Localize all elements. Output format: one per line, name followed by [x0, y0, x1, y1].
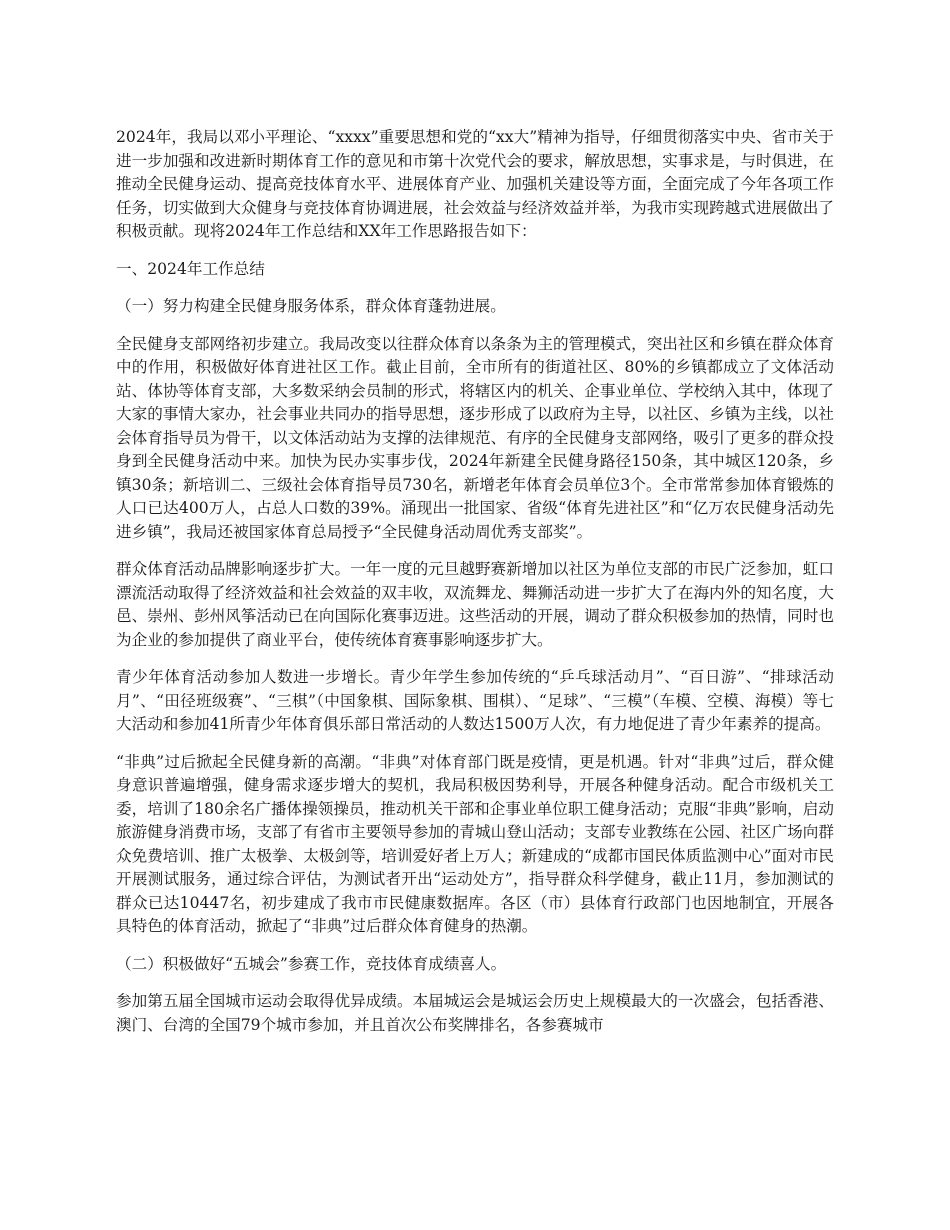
paragraph-city-games: 参加第五届全国城市运动会取得优异成绩。本届城运会是城运会历史上规模最大的一次盛会，包括香港、澳门、台湾的全国79个城市参加，并且首次公布奖牌排名，各参赛城市 — [116, 992, 834, 1034]
subsection-heading-2: （二）积极做好“五城会”参赛工作，竞技体育成绩喜人。 — [116, 954, 507, 973]
paragraph-post-sars: “非典”过后掀起全民健身新的高潮。“非典”对体育部门既是疫情，更是机遇。针对“非典”过后，群众健身意识普遍增强，健身需求逐步增大的契机，我局积极因势利导，开展各种健身活动。配合市级机关工委，培训了180余名广播体操领操员，推动机关干部和企事业单位职工健身活动；克服“非典”影响，启动旅游健身消费市场，支部了有省市主要领导参加的青城山登山活动；支部专业教练在公园、社区广场向群众免费培训、推广太极拳、太极剑等，培训爱好者上万人；新建成的“成都市国民体质监测中心”面对市民开展测试服务，通过综合评估，为测试者开出“运动处方”，指导群众科学健身，截止11月，参加测试的群众已达10447名，初步建成了我市市民健康数据库。各区（市）县体育行政部门也因地制宜，开展各具特色的体育活动，掀起了“非典”过后群众体育健身的热潮。 — [116, 752, 834, 935]
subsection-heading-1: （一）努力构建全民健身服务体系，群众体育蓬勃进展。 — [116, 297, 506, 315]
paragraph-fitness-network: 全民健身支部网络初步建立。我局改变以往群众体育以条条为主的管理模式，突出社区和乡镇在群众体育中的作用，积极做好体育进社区工作。截止目前，全市所有的街道社区、80%的乡镇都成立了文体活动站、体协等体育支部，大多数采纳会员制的形式，将辖区内的机关、企事业单位、学校纳入其中，体现了大家的事情大家办，社会事业共同办的指导思想，逐步形成了以政府为主导，以社区、乡镇为主线，以社会体育指导员为骨干，以文体活动站为支撑的法律规范、有序的全民健身支部网络，吸引了更多的群众投身到全民健身活动中来。加快为民办实事步伐，2024年新建全民健身路径150条，其中城区120条，乡镇30条；新培训二、三级社会体育指导员730名，新增老年体育会员单位3个。全市常常参加体育锻炼的人口已达400万人，占总人口数的39%。涌现出一批国家、省级“体育先进社区”和“亿万农民健身活动先进乡镇”，我局还被国家体育总局授予“全民健身活动周优秀支部奖”。 — [116, 334, 834, 541]
section-heading-1: 一、2024年工作总结 — [116, 259, 265, 278]
intro-paragraph: 2024年，我局以邓小平理论、“xxxx”重要思想和党的“xx大”精神为指导，仔细贯彻落实中央、省市关于进一步加强和改进新时期体育工作的意见和市第十次党代会的要求，解放思想，实事求是，与时俱进，在推动全民健身运动、提高竞技体育水平、进展体育产业、加强机关建设等方面，全面完成了今年各项工作任务，切实做到大众健身与竞技体育协调进展，社会效益与经济效益并举，为我市实现跨越式进展做出了积极贡献。现将2024年工作总结和XX年工作思路报告如下： — [116, 128, 834, 240]
paragraph-youth-sports: 青少年体育活动参加人数进一步增长。青少年学生参加传统的“乒乓球活动月”、“百日游”、“排球活动月”、“田径班级赛”、“三棋”（中国象棋、国际象棋、围棋）、“足球”、“三模”（车模、空模、海模）等七大活动和参加41所青少年体育俱乐部日常活动的人数达1500万人次，有力地促进了青少年素养的提高。 — [116, 668, 834, 733]
paragraph-activity-brand: 群众体育活动品牌影响逐步扩大。一年一度的元旦越野赛新增加以社区为单位支部的市民广泛参加，虹口漂流活动取得了经济效益和社会效益的双丰收，双流舞龙、舞狮活动进一步扩大了在海内外的知名度，大邑、崇州、彭州风筝活动已在向国际化赛事迈进。这些活动的开展，调动了群众积极参加的热情，同时也为企业的参加提供了商业平台，使传统体育赛事影响逐步扩大。 — [116, 560, 834, 649]
document-body — [116, 126, 834, 1051]
